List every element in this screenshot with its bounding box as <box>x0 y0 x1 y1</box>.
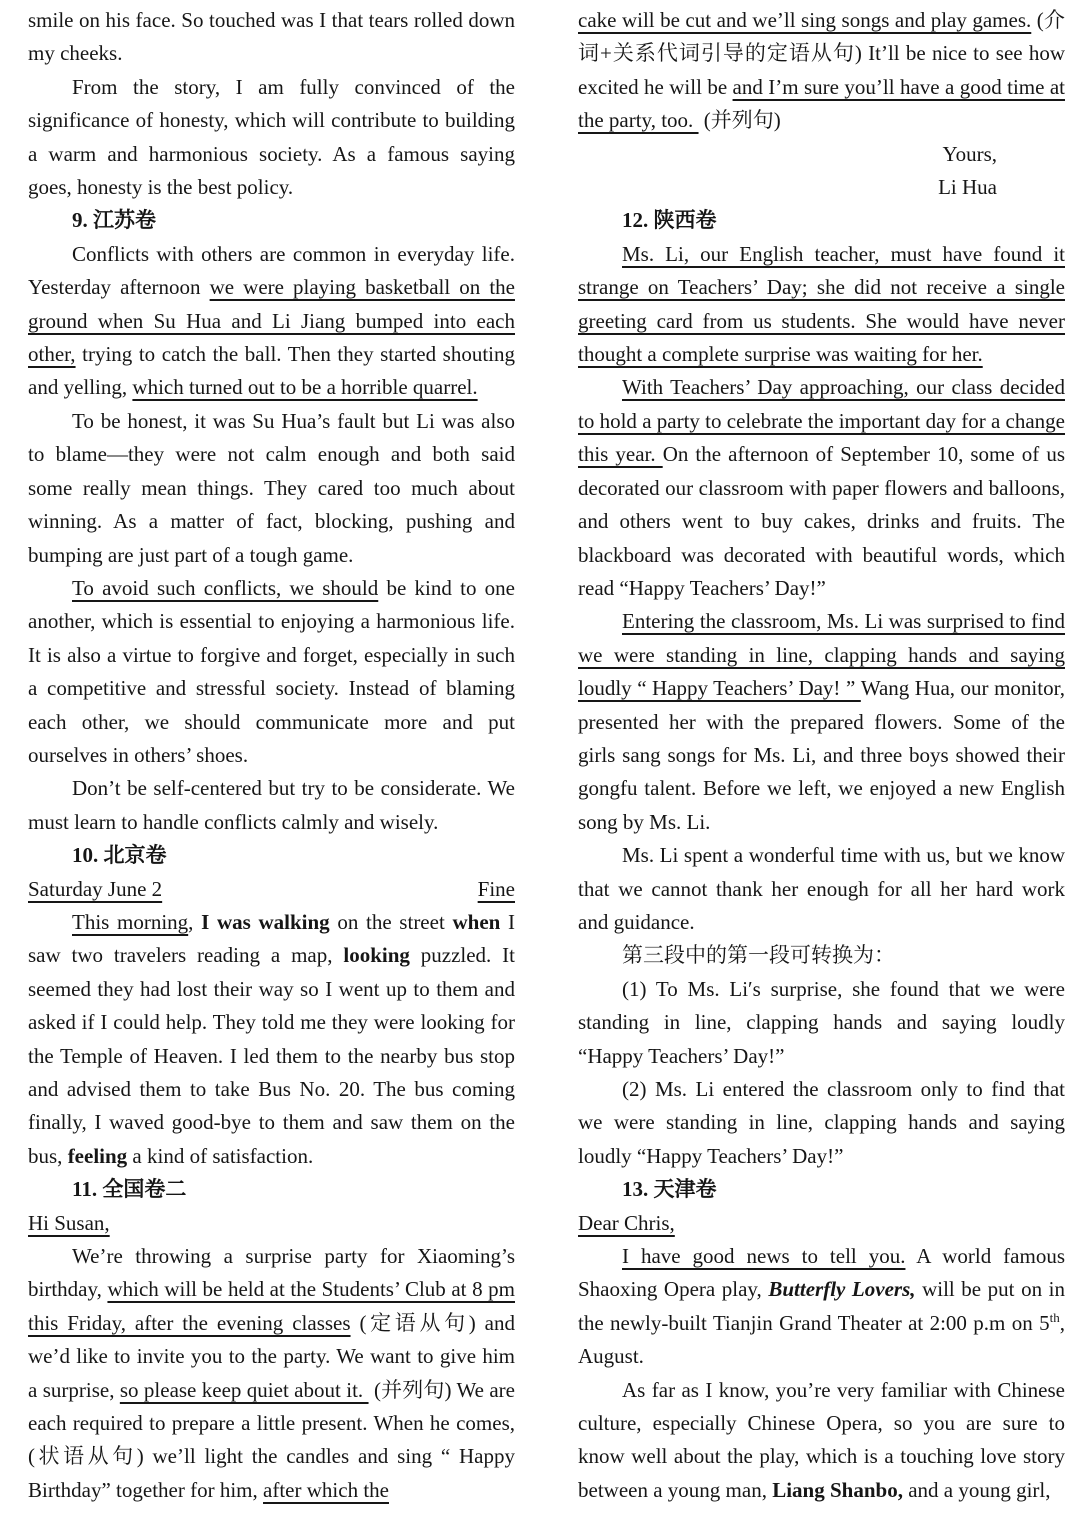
text-run: cake will be cut and we’ll sing songs and play games. <box>578 8 1032 32</box>
text-run: , August. <box>578 1310 1065 1369</box>
section-heading <box>28 839 515 872</box>
text-run: Conflicts with others are common in everyday life. Yesterday afternoon <box>28 241 515 300</box>
column-left <box>28 4 515 1507</box>
text-run: be kind to one another, which is essential to enjoying a harmonious life. It is also a virtue to forgive and forget, especially in such a competitive and stressful society. Instead of blaming each other, we should communicate more and put ourselves in others’ shoes. <box>28 575 515 767</box>
text-run: Ms. Li spent a wonderful time with us, but we know that we cannot thank her enough for all her hard work and guidance. <box>578 843 1065 934</box>
weather-label <box>478 873 515 906</box>
text-run: puzzled. It seemed they had lost their way so I went up to them and asked if I could help. They told me they were looking for the Temple of Heaven. I led them to the nearby bus stop and advised them to take Bus No. 20. The bus coming finally, I waved good-bye to them and saw them on the bus, <box>28 943 515 1168</box>
paragraph <box>28 906 515 1173</box>
column-right <box>578 4 1065 1507</box>
text-run: As far as I know, you’re very familiar with Chinese culture, especially Chinese Opera, so you are sure to know well about the play, which is a touching love story between a young man, <box>578 1377 1065 1502</box>
text-run: Saturday June 2 <box>28 876 163 901</box>
text-run: 13. 天津卷 <box>622 1177 717 1202</box>
text-run: We’re throwing a surprise party for Xiaoming’s birthday, <box>28 1244 515 1302</box>
text-run: 第三段中的第一段可转换为： <box>622 943 895 968</box>
continuation-paragraph <box>578 4 1065 138</box>
paragraph <box>578 238 1065 372</box>
text-run: I saw two travelers reading a map, <box>28 909 515 968</box>
text-run: trying to catch the ball. Then they started shouting and yelling, <box>28 342 515 400</box>
paragraph <box>28 1240 515 1507</box>
text-run: so please keep quiet about it. <box>119 1377 369 1402</box>
paragraph <box>28 71 515 205</box>
text-run: On the afternoon of September 10, some of us decorated our classroom with paper flowers and balloons, and others went to buy cakes, drinks and fruits. The blackboard was decorated with beautiful words, which read “Happy Teachers’ Day!” <box>578 442 1065 600</box>
section-heading <box>28 204 515 237</box>
text-run: From the story, I am fully convinced of the significance of honesty, which will contribute to building a warm and harmonious society. As a famous saying goes, honesty is the best policy. <box>28 74 515 200</box>
paragraph <box>28 572 515 772</box>
text-run: when <box>452 909 501 934</box>
text-run: Entering the classroom, Ms. Li was surprised to find we were standing in line, clapping hands and saying loudly “ Happy Teachers’ Day! ” <box>578 609 1065 701</box>
text-run: 10. 北京卷 <box>72 843 167 868</box>
text-run: (并列句) <box>698 108 781 133</box>
date-label <box>28 873 162 906</box>
signature-name <box>578 171 1065 204</box>
section-heading <box>28 1173 515 1206</box>
text-run: Hi Susan, <box>28 1210 110 1235</box>
paragraph <box>578 1073 1065 1173</box>
paragraph <box>28 238 515 405</box>
text-run: Butterfly Lovers, <box>768 1277 916 1302</box>
text-run: Dear Chris, <box>578 1210 675 1235</box>
text-run: smile on his face. So touched was I that tears rolled down my cheeks. <box>28 8 515 66</box>
paragraph <box>578 605 1065 839</box>
text-run: Wang Hua, our monitor, presented her with the prepared flowers. Some of the girls sang songs for Ms. Li, and three boys showed their gongfu talent. Before we left, we enjoyed a new English song by Ms. Li. <box>578 676 1065 834</box>
text-run: Fine <box>477 876 515 901</box>
text-run: (介词+关系代词引导的定语从句) It’ll be nice to see how excited he will be <box>578 8 1065 99</box>
text-run: we were playing basketball on the ground when Su Hua and Li Jiang bumped into each other, <box>28 275 515 367</box>
text-run: A world famous Shaoxing Opera play, <box>578 1244 1065 1302</box>
text-run: looking <box>343 943 410 968</box>
text-run: Liang Shanbo, <box>772 1477 903 1502</box>
paragraph <box>578 371 1065 605</box>
text-run: on the street <box>329 909 453 934</box>
text-run: To be honest, it was Su Hua’s fault but Li was also to blame—they were not calm enough and both said some really mean things. They cared too much about winning. As a matter of fact, blocking, pushing and bumping are just part of a tough game. <box>28 408 515 567</box>
text-run: (定语从句) and we’d like to invite you to the party. We want to give him a surprise, <box>28 1310 516 1402</box>
text-run: which turned out to be a horrible quarrel. <box>132 375 478 400</box>
text-run: and a young girl, <box>902 1477 1051 1502</box>
section-heading <box>578 1173 1065 1206</box>
text-run: a kind of satisfaction. <box>127 1143 314 1168</box>
paragraph <box>578 1374 1065 1508</box>
text-run: This morning <box>72 909 189 934</box>
note-line-chinese <box>578 939 1065 972</box>
signature-yours <box>578 138 1065 171</box>
text-run: To avoid such conflicts, we should <box>72 575 379 600</box>
paragraph <box>28 772 515 839</box>
text-run: will be put on in the newly-built Tianjin Grand Theater at 2:00 p.m on 5 <box>578 1277 1065 1335</box>
text-run: Ms. Li, our English teacher, must have found it strange on Teachers’ Day; she did not receive a single greeting card from us students. She would have never thought a complete surprise was waiting for her. <box>578 241 1065 367</box>
text-run: I have good news to tell you. <box>622 1244 906 1269</box>
text-run: I was walking <box>201 909 330 934</box>
paragraph <box>28 405 515 572</box>
text-run: and I’m sure you’ll have a good time at the party, too. <box>578 74 1065 133</box>
date-weather-line <box>28 873 515 906</box>
text-run: , <box>188 909 202 934</box>
paragraph <box>578 1240 1065 1374</box>
text-run: 11. 全国卷二 <box>72 1177 187 1202</box>
section-heading <box>578 204 1065 237</box>
text-run: th <box>1049 1309 1060 1325</box>
text-run: after which the <box>263 1477 389 1502</box>
text-run: (并列句) We are each required to prepare a little present. When he comes, (状语从句) we’ll light the candles and sing “ Happy Birthday” together for him, <box>28 1377 515 1502</box>
text-run: With Teachers’ Day approaching, our class decided to hold a party to celebrate the important day for a change this year. <box>578 375 1065 467</box>
paragraph <box>578 973 1065 1073</box>
text-run: 9. 江苏卷 <box>72 208 156 233</box>
paragraph <box>578 839 1065 939</box>
text-run: Li Hua <box>938 175 997 200</box>
text-run: 12. 陕西卷 <box>622 208 717 233</box>
text-run: Don’t be self-centered but try to be considerate. We must learn to handle conflicts calmly and wisely. <box>28 776 515 834</box>
salutation-line <box>28 1207 515 1240</box>
text-run: (2) Ms. Li entered the classroom only to find that we were standing in line, clapping hands and saying loudly “Happy Teachers’ Day!” <box>578 1077 1065 1168</box>
text-run: feeling <box>67 1143 128 1168</box>
salutation-line <box>578 1207 1065 1240</box>
text-run: Yours, <box>942 141 997 166</box>
continuation-paragraph <box>28 4 515 71</box>
text-run: (1) To Ms. Li′s surprise, she found that we were standing in line, clapping hands and saying loudly “Happy Teachers’ Day!” <box>578 976 1065 1068</box>
text-run: which will be held at the Students’ Club at 8 pm this Friday, after the evening classes <box>28 1277 515 1335</box>
